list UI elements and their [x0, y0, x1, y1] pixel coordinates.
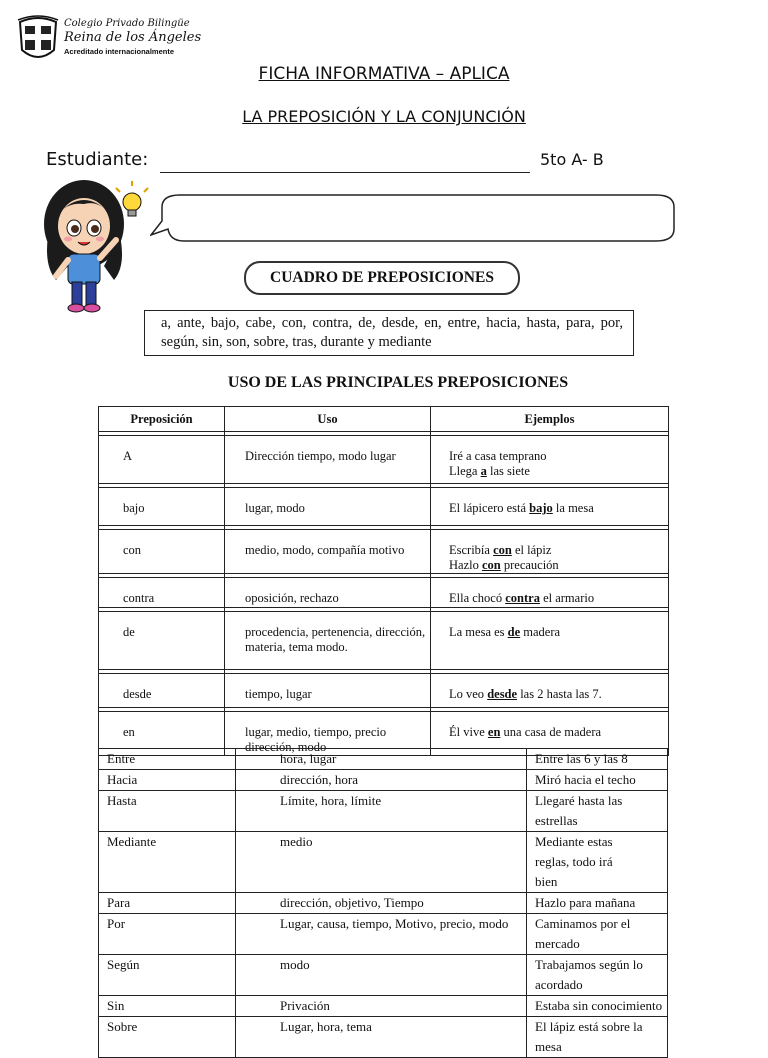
cell-prep: contra: [99, 578, 225, 608]
school-name: [64, 18, 201, 56]
prepositions-usage-table: [98, 406, 669, 756]
school-line-3: Acreditado internacionalmente: [64, 47, 175, 56]
cell-prep: desde: [99, 674, 225, 708]
cell-example: Trabajamos según lo acordado: [527, 955, 668, 996]
table-row: [99, 893, 668, 914]
cell-prep: A: [99, 436, 225, 484]
cell-example: El lápiz está sobre la mesa: [527, 1017, 668, 1058]
table-row: [99, 749, 668, 770]
page-title: FICHA INFORMATIVA – APLICA: [258, 64, 510, 84]
usage-title: USO DE LAS PRINCIPALES PREPOSICIONES: [227, 374, 569, 391]
cell-example: Entre las 6 y las 8: [527, 749, 668, 770]
cell-prep: Hacia: [99, 770, 236, 791]
cell-prep: Según: [99, 955, 236, 996]
cell-example: Llegaré hasta las estrellas: [527, 791, 668, 832]
table-row: [99, 530, 669, 574]
cell-use: Límite, hora, límite: [236, 791, 527, 832]
cell-prep: Mediante: [99, 832, 236, 893]
school-line-2: Reina de los Ángeles: [64, 30, 202, 45]
cell-prep: Por: [99, 914, 236, 955]
cell-example: La mesa es de madera: [431, 612, 669, 670]
cell-example: Escribía con el lápiz Hazlo con precaución: [431, 530, 669, 574]
cell-use: procedencia, pertenencia, dirección, materia, tema modo.: [225, 612, 431, 670]
header-ejemplos: Ejemplos: [431, 407, 669, 432]
student-label: Estudiante:: [46, 149, 149, 170]
header-uso: Uso: [225, 407, 431, 432]
table-row: [99, 832, 668, 893]
prepositions-box-title: CUADRO DE PREPOSICIONES: [244, 261, 520, 295]
cell-prep: bajo: [99, 488, 225, 526]
cell-example: Iré a casa temprano Llega a las siete: [431, 436, 669, 484]
cell-use: Lugar, hora, tema: [236, 1017, 527, 1058]
cell-use: lugar, modo: [225, 488, 431, 526]
school-crest-logo: [16, 14, 60, 66]
cell-prep: Entre: [99, 749, 236, 770]
cell-use: dirección, objetivo, Tiempo: [236, 893, 527, 914]
cell-example: Lo veo desde las 2 hasta las 7.: [431, 674, 669, 708]
cell-example: Él vive en una casa de madera: [431, 712, 669, 756]
table-row: [99, 578, 669, 608]
table-row: [99, 436, 669, 484]
prepositions-list: a, ante, bajo, cabe, con, contra, de, desde, en, entre, hacia, hasta, para, por, según, sin, son, sobre, tras, durante y mediante: [144, 310, 634, 356]
cell-use: medio, modo, compañía motivo: [225, 530, 431, 574]
table-row: [99, 955, 668, 996]
header-preposicion: Preposición: [99, 407, 225, 432]
cell-example: Miró hacia el techo: [527, 770, 668, 791]
cell-use: modo: [236, 955, 527, 996]
cell-use: medio: [236, 832, 527, 893]
cell-example: Ella chocó contra el armario: [431, 578, 669, 608]
table-row: [99, 1017, 668, 1058]
table-row: [99, 674, 669, 708]
cell-use: lugar, medio, tiempo, precio dirección, modo: [225, 712, 431, 756]
cell-use: Privación: [236, 996, 527, 1017]
girl-cartoon-illustration: [38, 176, 150, 316]
table-row: [99, 488, 669, 526]
table-row: [99, 914, 668, 955]
cell-example: Hazlo para mañana: [527, 893, 668, 914]
school-line-1: Colegio Privado Bilingüe: [64, 18, 190, 29]
grade-label: 5to A- B: [540, 150, 604, 169]
speech-bubble: [150, 193, 676, 243]
cell-prep: Para: [99, 893, 236, 914]
cell-prep: Sin: [99, 996, 236, 1017]
cell-example: Caminamos por el mercado: [527, 914, 668, 955]
cell-use: tiempo, lugar: [225, 674, 431, 708]
cell-prep: en: [99, 712, 225, 756]
cell-use: Dirección tiempo, modo lugar: [225, 436, 431, 484]
cell-use: Lugar, causa, tiempo, Motivo, precio, modo: [236, 914, 527, 955]
table-row: [99, 791, 668, 832]
page-subtitle: LA PREPOSICIÓN Y LA CONJUNCIÓN: [242, 107, 526, 126]
cell-use: hora, lugar: [236, 749, 527, 770]
cell-example: El lápicero está bajo la mesa: [431, 488, 669, 526]
table-row: [99, 770, 668, 791]
cell-prep: Sobre: [99, 1017, 236, 1058]
cell-example: Mediante estas reglas, todo irá bien: [527, 832, 668, 893]
table-header-row: [99, 407, 669, 432]
cell-use: dirección, hora: [236, 770, 527, 791]
table-row: [99, 996, 668, 1017]
student-name-line[interactable]: [160, 172, 530, 173]
table-row: [99, 612, 669, 670]
prepositions-usage-table-2: [98, 748, 668, 1058]
cell-prep: de: [99, 612, 225, 670]
cell-example: Estaba sin conocimiento: [527, 996, 668, 1017]
cell-use: oposición, rechazo: [225, 578, 431, 608]
cell-prep: Hasta: [99, 791, 236, 832]
cell-prep: con: [99, 530, 225, 574]
